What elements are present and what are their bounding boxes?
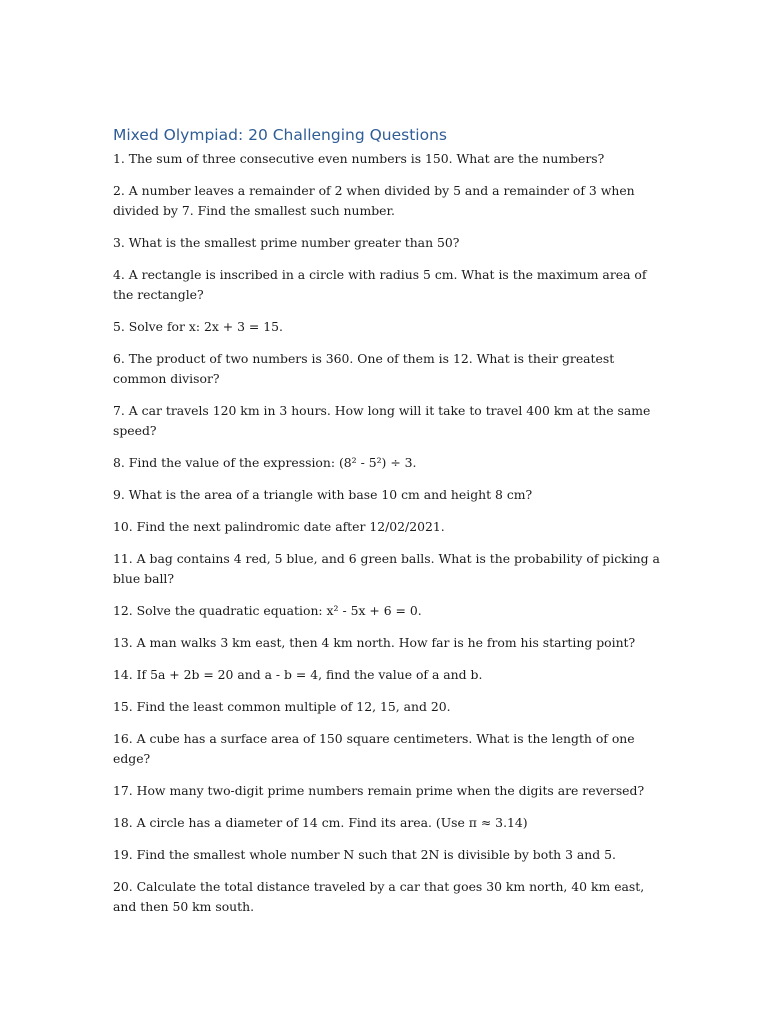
question-item: 20. Calculate the total distance traveled by a car that goes 30 km north, 40 km east, and then 50 km south. [113,879,645,914]
question-item: 18. A circle has a diameter of 14 cm. Find its area. (Use π ≈ 3.14) [113,815,528,830]
question-item: 6. The product of two numbers is 360. One of them is 12. What is their greatest common divisor? [113,351,615,386]
question-item: 10. Find the next palindromic date after 12/02/2021. [113,519,445,534]
question-list [113,149,661,917]
question-item: 9. What is the area of a triangle with base 10 cm and height 8 cm? [113,487,533,502]
question-item: 7. A car travels 120 km in 3 hours. How long will it take to travel 400 km at the same speed? [113,403,651,438]
document-page [113,124,661,929]
question-item: 15. Find the least common multiple of 12, 15, and 20. [113,699,451,714]
question-item: 4. A rectangle is inscribed in a circle with radius 5 cm. What is the maximum area of the rectangle? [113,267,647,302]
question-item: 17. How many two-digit prime numbers remain prime when the digits are reversed? [113,783,645,798]
question-item: 12. Solve the quadratic equation: x² - 5x + 6 = 0. [113,603,422,618]
question-item: 5. Solve for x: 2x + 3 = 15. [113,319,283,334]
question-item: 19. Find the smallest whole number N such that 2N is divisible by both 3 and 5. [113,847,616,862]
question-item: 2. A number leaves a remainder of 2 when divided by 5 and a remainder of 3 when divided by 7. Find the smallest such number. [113,183,635,218]
question-item: 8. Find the value of the expression: (8² - 5²) ÷ 3. [113,455,417,470]
question-item: 11. A bag contains 4 red, 5 blue, and 6 green balls. What is the probability of picking a blue ball? [113,551,660,586]
question-item: 13. A man walks 3 km east, then 4 km north. How far is he from his starting point? [113,635,636,650]
question-item: 3. What is the smallest prime number greater than 50? [113,235,460,250]
document-title: Mixed Olympiad: 20 Challenging Questions [113,126,447,144]
question-item: 14. If 5a + 2b = 20 and a - b = 4, find the value of a and b. [113,667,483,682]
question-item: 1. The sum of three consecutive even numbers is 150. What are the numbers? [113,151,605,166]
question-item: 16. A cube has a surface area of 150 square centimeters. What is the length of one edge? [113,731,635,766]
